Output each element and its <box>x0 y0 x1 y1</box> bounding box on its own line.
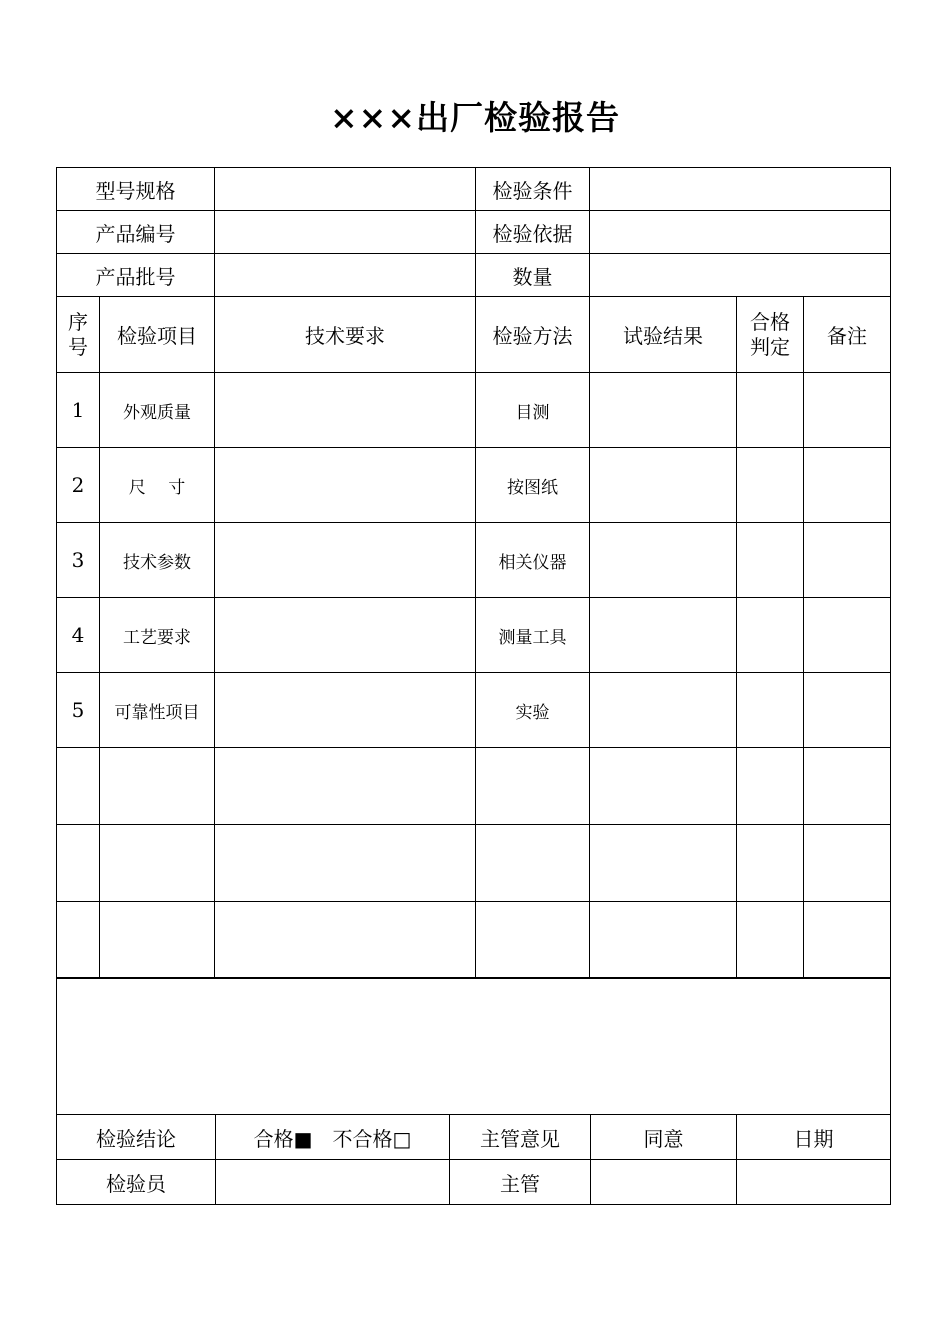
row-seq: 3 <box>57 523 100 598</box>
table-row <box>57 673 891 748</box>
row-judge[interactable] <box>737 373 804 448</box>
empty-cell[interactable] <box>57 902 100 978</box>
row-item: 可靠性项目 <box>100 673 215 748</box>
table-row <box>57 598 891 673</box>
row-tech-req[interactable] <box>215 448 476 523</box>
row-seq: 2 <box>57 448 100 523</box>
empty-cell[interactable] <box>804 748 891 825</box>
row-judge[interactable] <box>737 523 804 598</box>
row-item: 尺 寸 <box>100 448 215 523</box>
product-no-label: 产品编号 <box>57 211 215 254</box>
empty-cell[interactable] <box>100 902 215 978</box>
row-judge[interactable] <box>737 448 804 523</box>
date-label: 日期 <box>737 1115 891 1160</box>
col-item: 检验项目 <box>100 297 215 373</box>
notes-area[interactable] <box>57 979 891 1115</box>
row-seq: 1 <box>57 373 100 448</box>
empty-cell[interactable] <box>737 748 804 825</box>
empty-cell[interactable] <box>476 748 590 825</box>
row-result[interactable] <box>590 673 737 748</box>
empty-cell[interactable] <box>804 825 891 902</box>
col-remark: 备注 <box>804 297 891 373</box>
col-tech-req: 技术要求 <box>215 297 476 373</box>
table-row <box>57 523 891 598</box>
row-tech-req[interactable] <box>215 673 476 748</box>
row-tech-req[interactable] <box>215 598 476 673</box>
row-result[interactable] <box>590 373 737 448</box>
empty-cell[interactable] <box>57 825 100 902</box>
condition-label: 检验条件 <box>476 168 590 211</box>
empty-cell[interactable] <box>100 825 215 902</box>
row-remark[interactable] <box>804 673 891 748</box>
empty-cell[interactable] <box>590 748 737 825</box>
model-label: 型号规格 <box>57 168 215 211</box>
supervisor-label: 主管 <box>450 1160 591 1205</box>
row-result[interactable] <box>590 523 737 598</box>
table-row <box>57 373 891 448</box>
batch-label: 产品批号 <box>57 254 215 297</box>
row-method: 相关仪器 <box>476 523 590 598</box>
empty-cell[interactable] <box>215 825 476 902</box>
conclusion-table <box>56 978 891 1205</box>
row-method: 实验 <box>476 673 590 748</box>
row-tech-req[interactable] <box>215 523 476 598</box>
row-item: 技术参数 <box>100 523 215 598</box>
row-tech-req[interactable] <box>215 373 476 448</box>
row-method: 测量工具 <box>476 598 590 673</box>
inspection-table <box>56 167 891 978</box>
empty-cell[interactable] <box>804 902 891 978</box>
model-value[interactable] <box>215 168 476 211</box>
empty-cell[interactable] <box>57 748 100 825</box>
supervisor-opinion-label: 主管意见 <box>450 1115 591 1160</box>
row-result[interactable] <box>590 598 737 673</box>
row-judge[interactable] <box>737 598 804 673</box>
empty-cell[interactable] <box>476 825 590 902</box>
row-result[interactable] <box>590 448 737 523</box>
row-remark[interactable] <box>804 448 891 523</box>
batch-value[interactable] <box>215 254 476 297</box>
inspector-value[interactable] <box>216 1160 450 1205</box>
row-seq: 4 <box>57 598 100 673</box>
supervisor-value[interactable] <box>591 1160 737 1205</box>
empty-cell[interactable] <box>737 825 804 902</box>
col-judge: 合格 判定 <box>737 297 804 373</box>
condition-value[interactable] <box>590 168 891 211</box>
row-remark[interactable] <box>804 373 891 448</box>
empty-cell[interactable] <box>590 825 737 902</box>
product-no-value[interactable] <box>215 211 476 254</box>
conclusion-value[interactable]: 合格■ 不合格□ <box>216 1115 450 1160</box>
col-result: 试验结果 <box>590 297 737 373</box>
row-judge[interactable] <box>737 673 804 748</box>
report-title: ×××出厂检验报告 <box>330 98 620 137</box>
row-remark[interactable] <box>804 598 891 673</box>
basis-value[interactable] <box>590 211 891 254</box>
empty-cell[interactable] <box>476 902 590 978</box>
date-value[interactable] <box>737 1160 891 1205</box>
col-seq: 序 号 <box>57 297 100 373</box>
col-method: 检验方法 <box>476 297 590 373</box>
quantity-value[interactable] <box>590 254 891 297</box>
table-row <box>57 448 891 523</box>
row-remark[interactable] <box>804 523 891 598</box>
row-item: 外观质量 <box>100 373 215 448</box>
basis-label: 检验依据 <box>476 211 590 254</box>
table-row-empty <box>57 748 891 825</box>
empty-cell[interactable] <box>737 902 804 978</box>
agree-value[interactable]: 同意 <box>591 1115 737 1160</box>
inspector-label: 检验员 <box>57 1160 216 1205</box>
empty-cell[interactable] <box>215 902 476 978</box>
table-row-empty <box>57 825 891 902</box>
empty-cell[interactable] <box>215 748 476 825</box>
row-method: 目测 <box>476 373 590 448</box>
empty-cell[interactable] <box>590 902 737 978</box>
quantity-label: 数量 <box>476 254 590 297</box>
row-method: 按图纸 <box>476 448 590 523</box>
row-seq: 5 <box>57 673 100 748</box>
table-row-empty <box>57 902 891 978</box>
conclusion-label: 检验结论 <box>57 1115 216 1160</box>
empty-cell[interactable] <box>100 748 215 825</box>
row-item: 工艺要求 <box>100 598 215 673</box>
